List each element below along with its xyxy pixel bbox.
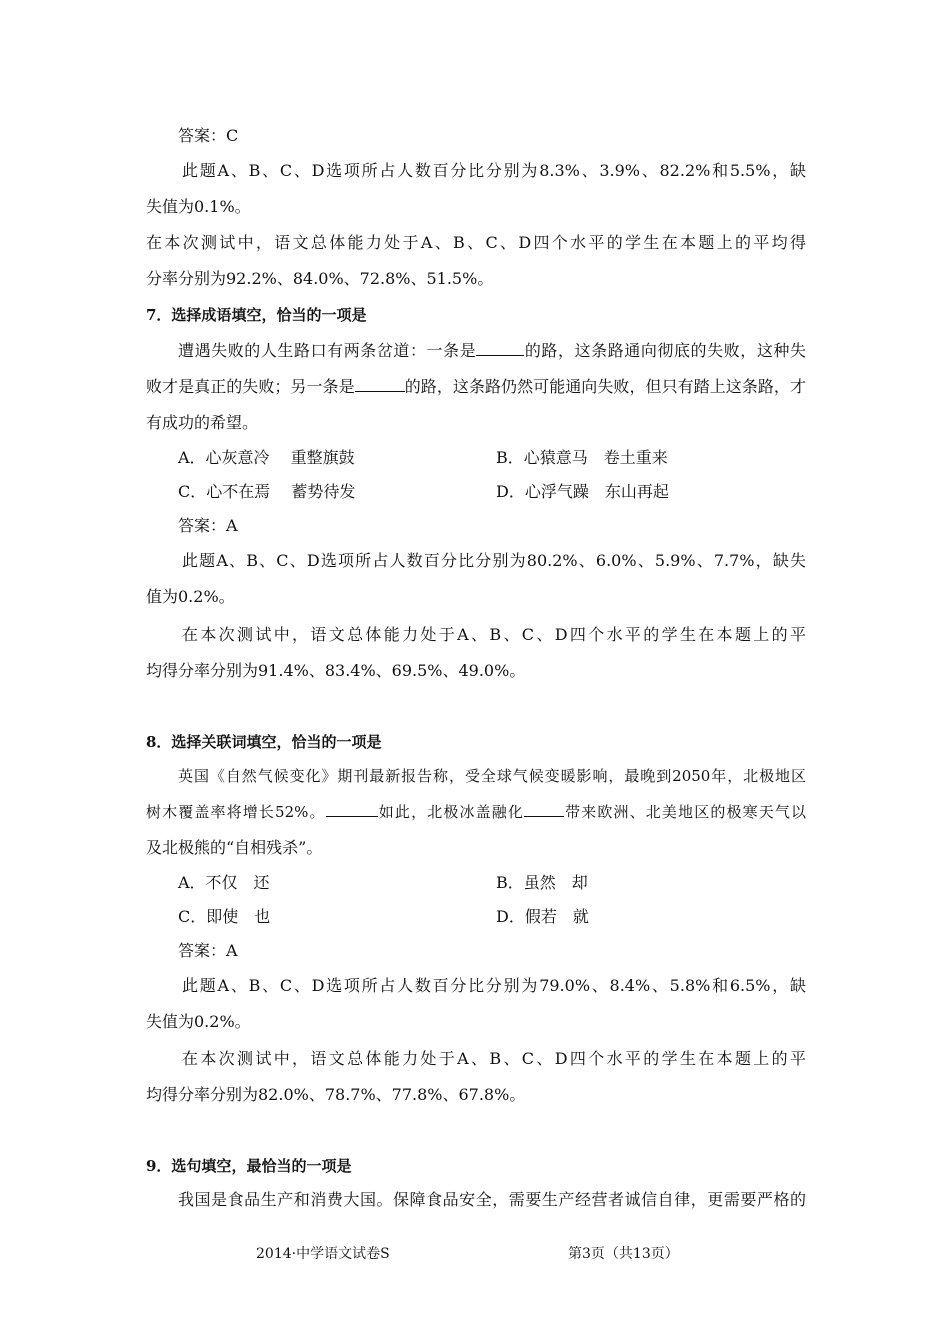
q7-title: 7．选择成语填空，恰当的一项是 [146,306,367,324]
q8-title: 8．选择关联词填空，恰当的一项是 [146,733,382,751]
q6-distribution-line-2: 失值为0.1%。 [146,197,251,216]
q8-stem-line-2 [146,801,806,823]
q7-score-line-1: 在本次测试中，语文总体能力处于A、B、C、D四个水平的学生在本题上的平 [182,625,806,644]
q8-stem-text: 树木覆盖率将增长52%。 [146,803,326,821]
q7-stem-line-3: 有成功的希望。 [146,413,259,432]
q7-stem-line-2 [146,376,806,398]
q6-distribution-line-1: 此题A、B、C、D选项所占人数百分比分别为8.3%、3.9%、82.2%和5.5%，缺 [182,161,806,180]
q6-score-line-2: 分率分别为92.2%、84.0%、72.8%、51.5%。 [146,269,494,288]
q9-stem-line-1: 我国是食品生产和消费大国。保障食品安全，需要生产经营者诚信自律，更需要严格的 [178,1190,806,1209]
q9-title: 9．选句填空，最恰当的一项是 [146,1157,352,1175]
q7-stem-line-1 [178,340,806,362]
q7-distribution-line-1: 此题A、B、C、D选项所占人数百分比分别为80.2%、6.0%、5.9%、7.7%，缺失 [182,551,806,570]
q8-option-b: B．虽然 却 [496,873,588,892]
footer-exam-name: 2014·中学语文试卷S [256,1246,390,1262]
q8-score-line-2: 均得分率分别为82.0%、78.7%、77.8%、67.8%。 [146,1085,526,1104]
q8-option-d: D．假若 就 [496,907,589,926]
q7-option-a: A．心灰意冷 重整旗鼓 [178,448,355,467]
q8-score-line-1: 在本次测试中，语文总体能力处于A、B、C、D四个水平的学生在本题上的平 [182,1049,806,1068]
q6-answer: 答案：C [178,126,239,145]
q8-blank-2 [524,802,564,817]
q7-option-b: B．心猿意马 卷土重来 [496,448,668,467]
q8-distribution-line-1: 此题A、B、C、D选项所占人数百分比分别为79.0%、8.4%、5.8%和6.5%，缺 [182,976,806,995]
q8-answer: 答案：A [178,941,238,960]
q7-score-line-2: 均得分率分别为91.4%、83.4%、69.5%、49.0%。 [146,661,526,680]
q7-blank-1 [476,341,524,356]
q8-stem-line-1: 英国《自然气候变化》期刊最新报告称，受全球气候变暖影响，最晚到2050年，北极地区 [178,767,806,785]
q7-stem-text: 遭遇失败的人生路口有两条岔道：一条是 [178,341,477,360]
q7-stem-text: 的路，这条路仍然可能通向失败，但只有踏上这条路，才 [404,377,806,396]
q8-option-a: A．不仅 还 [178,873,270,892]
q7-option-c: C．心不在焉 蓄势待发 [178,482,356,501]
q8-option-c: C．即使 也 [178,907,271,926]
q7-stem-text: 的路，这条路通向彻底的失败，这种失 [524,341,806,360]
q8-stem-text: 如此，北极冰盖融化 [377,803,524,821]
q8-blank-1 [326,802,378,817]
q7-distribution-line-2: 值为0.2%。 [146,587,235,606]
q7-stem-text: 败才是真正的失败；另一条是 [146,377,355,396]
q8-distribution-line-2: 失值为0.2%。 [146,1012,251,1031]
q6-score-line-1: 在本次测试中，语文总体能力处于A、B、C、D四个水平的学生在本题上的平均得 [146,233,806,252]
q7-option-d: D．心浮气躁 东山再起 [496,482,669,501]
q8-stem-line-3: 及北极熊的“自相残杀”。 [146,838,323,857]
q7-blank-2 [355,377,405,392]
q7-answer: 答案：A [178,516,238,535]
footer-page-number: 第3页（共13页） [568,1246,679,1262]
q8-stem-text: 带来欧洲、北美地区的极寒天气以 [564,803,806,821]
